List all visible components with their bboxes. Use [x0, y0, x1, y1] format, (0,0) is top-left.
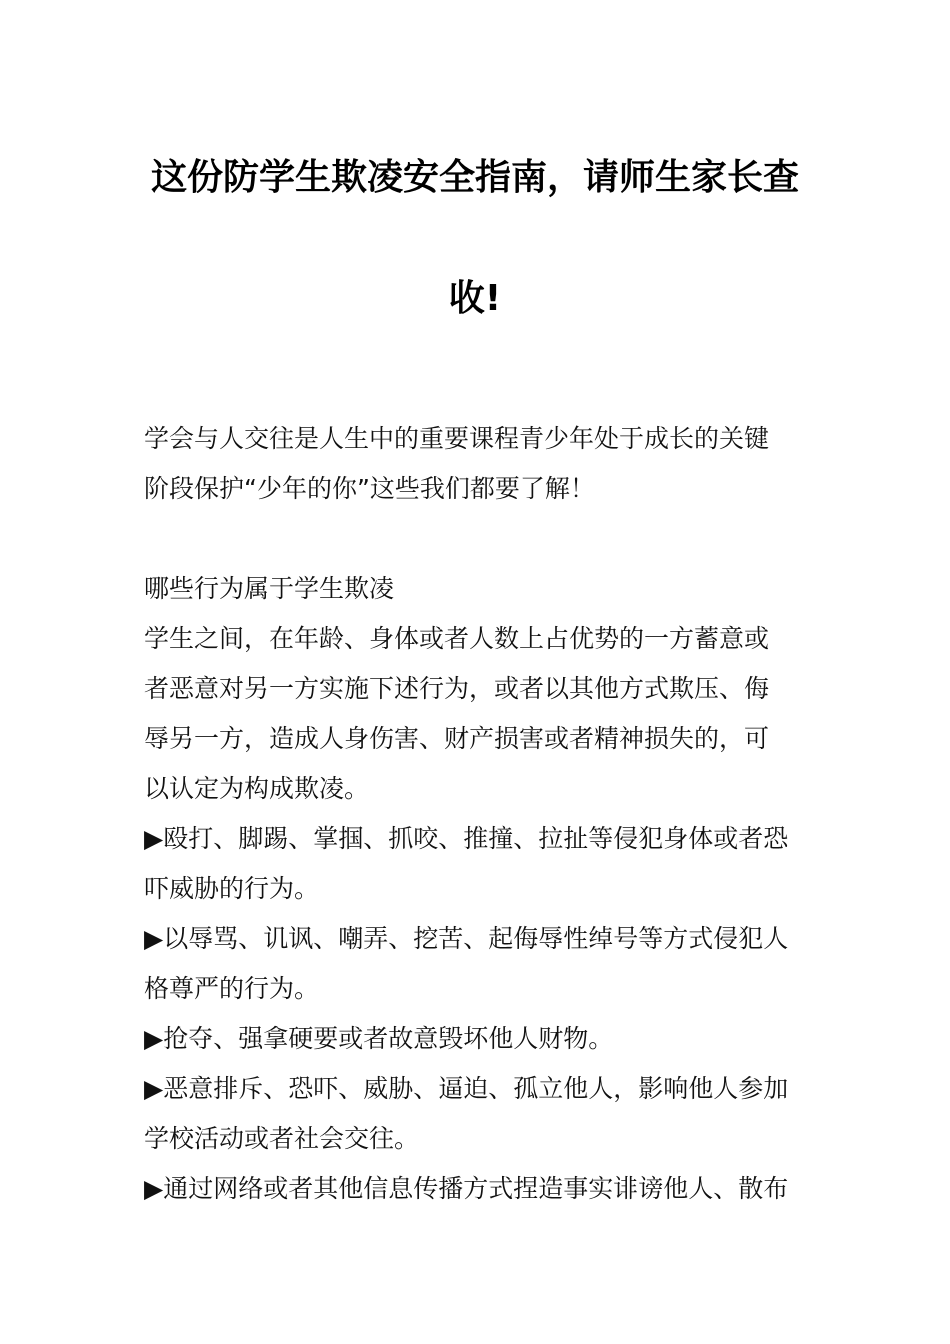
intro-line-2: 阶段保护“少年的你”这些我们都要了解！ [144, 474, 595, 503]
document-title-line-2: 收! [448, 278, 502, 319]
bullet-item-4-line-1: ▶恶意排斥、恐吓、威胁、逼迫、孤立他人，影响他人参加 [144, 1074, 789, 1103]
bullet-item-1-line-1: ▶殴打、脚踢、掌掴、抓咬、推撞、拉扯等侵犯身体或者恐 [144, 824, 789, 853]
intro-line-1: 学会与人交往是人生中的重要课程青少年处于成长的关键 [144, 424, 770, 453]
bullet-item-2-line-2: 格尊严的行为。 [144, 974, 320, 1003]
bullet-item-4-line-2: 学校活动或者社会交往。 [144, 1124, 420, 1153]
body-line-3: 辱另一方，造成人身伤害、财产损害或者精神损失的，可 [144, 724, 770, 753]
document-body [144, 414, 810, 1214]
body-line-4: 以认定为构成欺凌。 [144, 774, 370, 803]
paragraph-spacer [144, 514, 810, 564]
body-line-2: 者恶意对另一方实施下述行为，或者以其他方式欺压、侮 [144, 674, 770, 703]
bullet-item-5-line-1: ▶通过网络或者其他信息传播方式捏造事实诽谤他人、散布 [144, 1174, 789, 1203]
bullet-item-3: ▶抢夺、强拿硬要或者故意毁坏他人财物。 [144, 1024, 614, 1053]
bullet-item-1-line-2: 吓威胁的行为。 [144, 874, 320, 903]
section-heading: 哪些行为属于学生欺凌 [144, 574, 395, 603]
document-title-line-1: 这份防学生欺凌安全指南，请师生家长查 [150, 157, 799, 198]
body-line-1: 学生之间，在年龄、身体或者人数上占优势的一方蓄意或 [144, 624, 770, 653]
bullet-item-2-line-1: ▶以辱骂、讥讽、嘲弄、挖苦、起侮辱性绰号等方式侵犯人 [144, 924, 789, 953]
